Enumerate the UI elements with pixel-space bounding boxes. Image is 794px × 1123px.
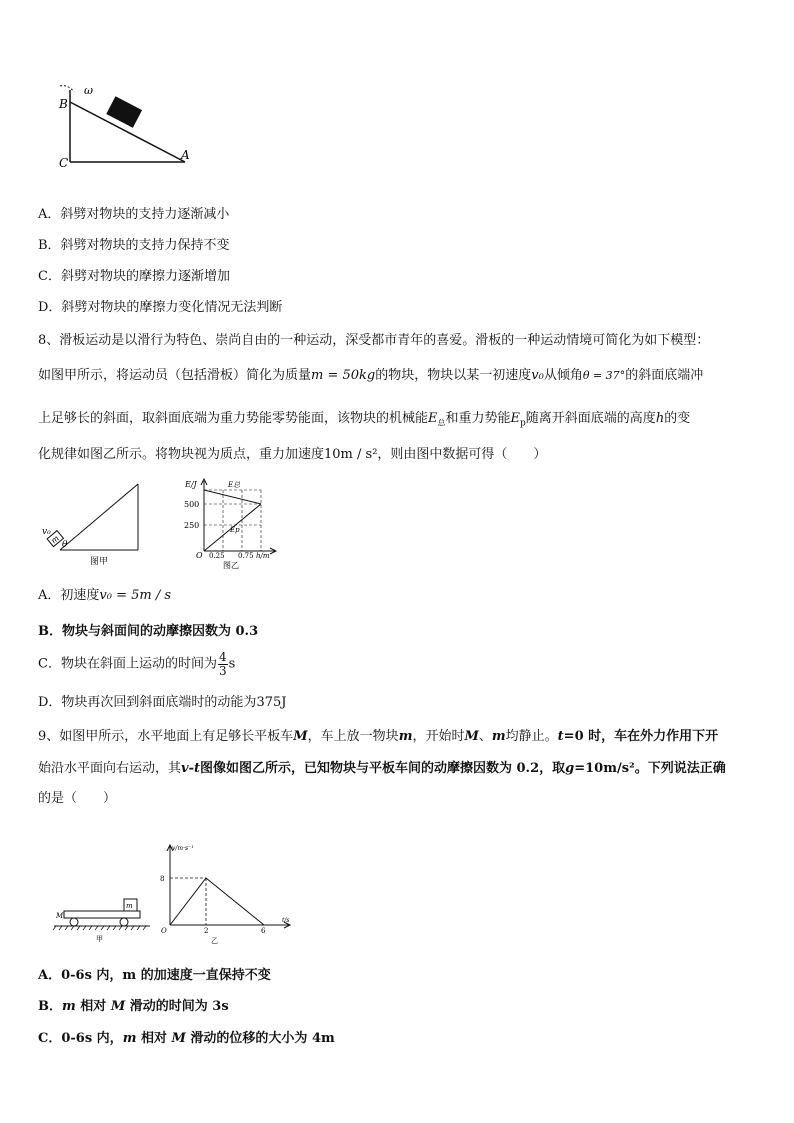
q8-stem-line4 [38,446,546,464]
text-segment: 滑动的位移的大小为 4m [185,1031,335,1046]
text-segment: 和重力势能 [445,411,511,426]
text-segment: 化规律如图乙所示。将物块视为质点，重力加速度 [38,447,325,462]
text-segment: 的斜面底端冲 [625,368,704,383]
q8-stem-line3 [38,410,690,433]
yi-tick-0-25: 0.25 [209,552,225,560]
yi-ep-label: Ep [230,526,240,534]
e-total-subscript: 总 [437,418,446,428]
text-segment: 从倾角 [543,368,583,383]
q8-option-a [38,587,171,605]
figure-yi-energy-graph [180,475,280,570]
text-segment: 滑动的时间为 3s [125,999,229,1014]
text-segment: 上足够长的斜面，取斜面底端为重力势能零势能面，该物块的机械能 [38,411,429,426]
fig-jia-caption: 图甲 [90,557,109,567]
q7-option-d: D．斜劈对物块的摩擦力变化情况无法判断 [38,300,283,315]
option-text: D．物块再次回到斜面底端时的动能为 [38,695,257,710]
fraction [218,651,228,678]
symbol-g: g [565,761,575,776]
yi-tick-500: 500 [184,500,200,509]
fraction-denominator: 3 [218,664,227,678]
point-b-label: B [59,97,68,111]
jia-block-label: m [126,902,133,910]
q8-option-d [38,694,286,712]
option-text: C．物块在斜面上运动的时间为 [38,656,217,672]
v0-symbol: v₀ [531,368,544,383]
symbol-t: t [557,729,564,744]
q9-yi-tick-2: 2 [204,927,209,935]
omega-label: ω [84,84,93,97]
symbol-M: M [110,999,126,1014]
jia-mass-label: m [49,533,61,546]
theta-value: θ = 37° [582,369,626,382]
text-segment: 如图甲所示，将运动员（包括滑板）简化为质量 [38,368,312,383]
q9-yi-x-axis-label: t/s [282,917,290,924]
q8-stem-line1: 8、滑板运动是以滑行为特色、崇尚自由的一种运动，深受都市青年的喜爱。滑板的一种运动情境可简化为如下模型： [38,333,710,348]
point-c-label: C [59,156,69,170]
figure-yi-vt-graph [158,840,298,945]
yi-etot-label: E总 [228,481,241,489]
text-segment: ，车上放一物块 [307,729,399,744]
yi-tick-250: 250 [184,521,200,530]
yi-y-axis-label: E/J [185,480,197,489]
e-total-symbol: E [428,411,438,426]
symbol-m: m [122,1031,137,1046]
q8-stem-line2 [38,367,703,385]
text-segment: 图像如图乙所示，已知物块与平板车间的动摩擦因数为 0.2，取 [199,761,566,776]
symbol-m: m [398,729,413,744]
text-segment: 的物块，物块以某一初速度 [375,368,532,383]
symbol-M: M [464,729,479,744]
jia-v0-label: v₀ [42,527,51,537]
option-prefix: C．0-6s 内， [38,1031,123,1046]
q9-yi-tick-8: 8 [160,875,165,883]
q8-option-c [38,651,235,687]
q9-option-a: A．0-6s 内，m 的加速度一直保持不变 [38,968,271,983]
yi-tick-0-75: 0.75 [238,552,254,560]
q8-option-b: B．物块与斜面间的动摩擦因数为 0.3 [38,624,259,639]
h-symbol: h [655,411,665,426]
text-segment: 随离开斜面底端的高度 [525,411,656,426]
q9-stem-line2 [38,760,726,778]
q7-option-b: B．斜劈对物块的支持力保持不变 [38,238,230,253]
symbol-M: M [171,1031,186,1046]
text-segment: ，则由图中数据可得（ ） [377,447,547,462]
q9-stem-line3: 的是（ ） [38,791,117,806]
ep-subscript: p [520,418,526,429]
g-value: 10m / s² [324,447,378,462]
figure-jia-incline [40,480,150,570]
fig-yi-caption-q9: 乙 [211,937,218,945]
text-segment: 均静止。 [505,729,558,744]
vt-symbol: v-t [181,761,200,776]
text-segment: =10m/s²。下列说法正确 [574,761,726,776]
jia-cart-label: M [56,912,64,920]
symbol-M: M [293,729,308,744]
fig-yi-caption: 图乙 [223,561,239,570]
text-segment: 、 [478,729,492,744]
fig-jia-caption-q9: 甲 [96,935,103,943]
q9-option-b [38,998,229,1016]
yi-origin: O [196,551,203,560]
q9-yi-tick-6: 6 [261,927,266,935]
option-value: 375J [256,695,287,710]
incline-figure [50,82,200,172]
unit: s [228,656,236,672]
yi-x-axis-label: h/m [256,552,270,560]
figure-jia-cart [52,895,152,945]
option-text: A．初速度 [38,588,100,603]
option-value: v₀ = 5m / s [99,588,172,603]
text-segment: 始沿水平面向右运动，其 [38,761,182,776]
symbol-m: m [62,999,76,1014]
text-segment: 相对 [136,1031,172,1046]
symbol-m: m [491,729,506,744]
fraction-numerator: 4 [218,650,227,664]
q7-option-c: C．斜劈对物块的摩擦力逐渐增加 [38,269,230,284]
text-segment: 的变 [664,411,691,426]
option-prefix: B． [38,999,62,1014]
text-segment: 9、如图甲所示，水平地面上有足够长平板车 [38,729,294,744]
jia-theta-label: θ [62,540,68,550]
text-segment: ，开始时 [412,729,465,744]
q9-option-c [38,1030,335,1048]
ep-symbol: E [510,411,521,426]
q9-yi-origin: O [161,927,167,935]
q9-yi-y-axis-label: v/m·s⁻¹ [172,845,194,852]
text-segment: 相对 [75,999,111,1014]
text-segment: =0 时，车在外力作用下开 [563,729,719,744]
mass-value: m = 50kg [311,368,376,383]
q9-stem-line1 [38,728,718,746]
point-a-label: A [181,148,190,162]
q7-option-a: A．斜劈对物块的支持力逐渐减小 [38,207,230,222]
